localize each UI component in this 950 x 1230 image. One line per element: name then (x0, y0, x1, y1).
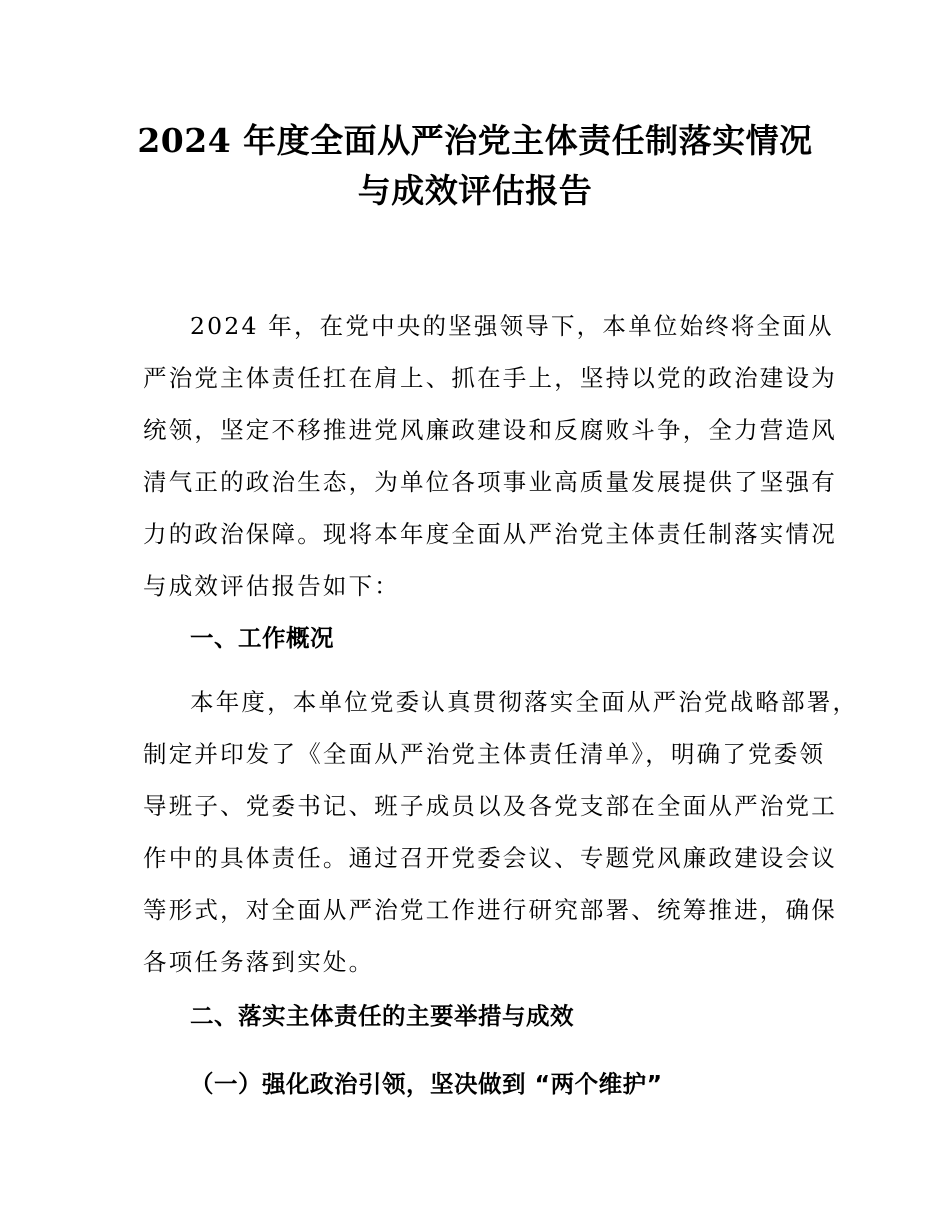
intro-line: 统领，坚定不移推进党风廉政建设和反腐败斗争，全力营造风 (143, 416, 837, 444)
intro-line: 力的政治保障。现将本年度全面从严治党主体责任制落实情况 (143, 520, 837, 548)
section-1-line: 导班子、党委书记、班子成员以及各党支部在全面从严治党工 (143, 792, 837, 820)
section-1-line: 各项任务落到实处。 (143, 948, 375, 976)
section-1-paragraph (143, 676, 859, 988)
section-1-line: 作中的具体责任。通过召开党委会议、专题党风廉政建设会议 (143, 844, 837, 872)
section-1-heading: 一、工作概况 (190, 624, 334, 652)
subsection-1-heading: （一）强化政治引领，坚决做到 “两个维护” (190, 1070, 663, 1098)
intro-paragraph (143, 300, 843, 612)
intro-line: 2024 年，在党中央的坚强领导下，本单位始终将全面从 (190, 312, 834, 340)
document-title-line-2: 与成效评估报告 (357, 171, 593, 210)
intro-line: 清气正的政治生态，为单位各项事业高质量发展提供了坚强有 (143, 468, 837, 496)
section-1-line: 本年度，本单位党委认真贯彻落实全面从严治党战略部署， (190, 688, 859, 716)
section-1-line: 等形式，对全面从严治党工作进行研究部署、统筹推进，确保 (143, 896, 837, 924)
intro-line: 与成效评估报告如下： (143, 572, 400, 600)
section-1-line: 制定并印发了《全面从严治党主体责任清单》，明确了党委领 (143, 740, 826, 768)
section-2-heading: 二、落实主体责任的主要举措与成效 (190, 1002, 574, 1030)
document-title-line-1: 2024 年度全面从严治党主体责任制落实情况 (137, 121, 813, 160)
intro-line: 严治党主体责任扛在肩上、抓在手上，坚持以党的政治建设为 (143, 364, 837, 392)
